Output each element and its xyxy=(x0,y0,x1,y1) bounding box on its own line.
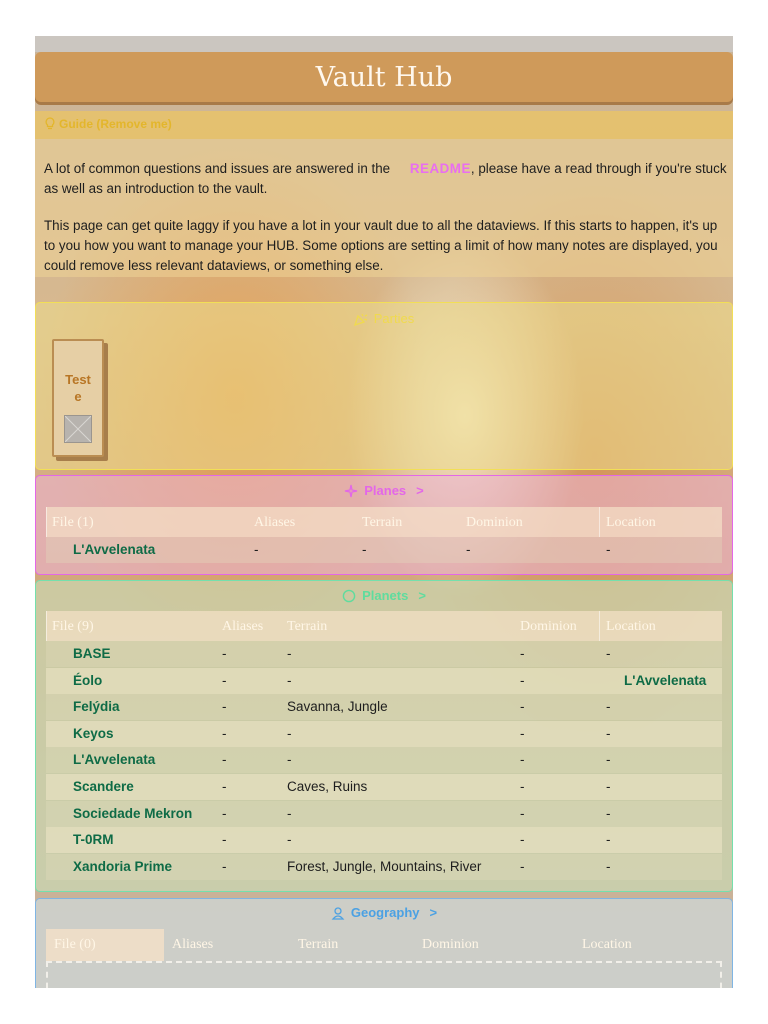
note-view xyxy=(35,36,733,988)
cell-terrain: - xyxy=(362,542,367,557)
cell-location: - xyxy=(606,646,611,661)
col-file[interactable]: File (1) xyxy=(52,515,94,530)
cell-dominion: - xyxy=(520,805,525,821)
file-link[interactable]: L'Avvelenata xyxy=(73,752,156,768)
cell-dominion: - xyxy=(520,699,525,715)
col-aliases[interactable]: Aliases xyxy=(254,515,296,530)
planets-header[interactable] xyxy=(36,588,732,603)
cell-terrain: Caves, Ruins xyxy=(287,779,368,794)
parties-header-label: Parties xyxy=(373,311,415,326)
readme-link[interactable]: README xyxy=(409,161,471,176)
cell-aliases: - xyxy=(222,779,227,794)
table-row xyxy=(46,801,722,827)
party-name: Teste xyxy=(65,372,91,404)
image-placeholder-icon xyxy=(64,415,92,443)
geography-section xyxy=(35,898,733,988)
cell-aliases: - xyxy=(222,725,227,741)
guide-paragraph-1 xyxy=(44,159,728,199)
cell-dominion: - xyxy=(520,858,525,874)
sparkles-icon xyxy=(344,484,358,498)
cell-location: - xyxy=(606,725,611,741)
parties-section xyxy=(35,302,733,470)
chevron-right-icon: > xyxy=(416,483,424,498)
guide-title[interactable] xyxy=(45,117,172,131)
table-row xyxy=(46,854,722,880)
table-row xyxy=(46,537,722,563)
cell-location: - xyxy=(606,779,611,794)
file-link[interactable]: BASE xyxy=(73,646,111,661)
file-link[interactable]: T-0RM xyxy=(73,832,114,848)
chevron-right-icon: > xyxy=(429,905,438,920)
file-link[interactable]: Scandere xyxy=(73,779,134,794)
planets-header-label: Planets xyxy=(362,588,409,603)
circle-icon xyxy=(342,589,356,603)
table-row xyxy=(46,721,722,747)
table-row xyxy=(46,668,722,694)
cell-terrain: - xyxy=(287,805,292,821)
col-file[interactable]: File (9) xyxy=(52,619,94,634)
file-link[interactable]: Keyos xyxy=(73,725,114,741)
cell-location: - xyxy=(606,832,611,848)
party-card[interactable] xyxy=(52,339,104,457)
page-title: Vault Hub xyxy=(315,61,453,93)
guide-callout-header[interactable] xyxy=(35,111,733,139)
col-terrain[interactable]: Terrain xyxy=(362,515,403,530)
cell-aliases: - xyxy=(222,699,227,715)
cell-dominion: - xyxy=(520,725,525,741)
cell-aliases: - xyxy=(222,805,227,821)
table-row xyxy=(46,774,722,800)
cell-terrain: - xyxy=(287,752,292,768)
cell-aliases: - xyxy=(222,752,227,768)
cell-terrain: - xyxy=(287,646,292,661)
planes-table xyxy=(46,507,722,569)
parties-header xyxy=(36,311,732,326)
cell-terrain: - xyxy=(287,725,292,741)
file-link[interactable]: Felýdia xyxy=(73,699,120,715)
cell-location: - xyxy=(606,858,611,874)
chevron-right-icon: > xyxy=(418,588,426,603)
planets-table-header xyxy=(46,611,722,641)
file-link[interactable]: Éolo xyxy=(73,672,103,688)
planes-table-header xyxy=(46,507,722,537)
cell-aliases: - xyxy=(222,672,227,688)
col-location[interactable]: Location xyxy=(606,515,656,530)
col-dominion[interactable]: Dominion xyxy=(520,619,577,634)
table-row xyxy=(46,641,722,667)
col-dominion[interactable]: Dominion xyxy=(422,937,479,952)
cell-aliases: - xyxy=(222,858,227,874)
col-aliases[interactable]: Aliases xyxy=(222,619,264,634)
cell-dominion: - xyxy=(520,779,525,794)
cell-location[interactable]: L'Avvelenata xyxy=(624,672,707,688)
cell-dominion: - xyxy=(520,752,525,768)
cell-aliases: - xyxy=(254,542,259,557)
cell-dominion: - xyxy=(520,672,525,688)
table-row xyxy=(46,694,722,720)
file-link[interactable]: Xandoria Prime xyxy=(73,858,173,874)
cell-terrain: - xyxy=(287,832,292,848)
col-location[interactable]: Location xyxy=(606,619,656,634)
title-banner xyxy=(35,52,733,102)
cell-dominion: - xyxy=(520,832,525,848)
col-terrain[interactable]: Terrain xyxy=(298,937,339,952)
col-dominion[interactable]: Dominion xyxy=(466,515,523,530)
cell-aliases: - xyxy=(222,646,227,661)
guide-p1-rest: , please have a read through if you're stuck as well as an introduction to the vault. xyxy=(44,161,727,196)
table-row xyxy=(46,747,722,773)
guide-p1-text: A lot of common questions and issues are answered in the xyxy=(44,161,394,176)
col-aliases[interactable]: Aliases xyxy=(172,937,214,952)
geography-table-header xyxy=(46,929,722,961)
cell-dominion: - xyxy=(520,646,525,661)
party-card-name xyxy=(54,371,102,405)
geography-header[interactable] xyxy=(36,905,732,920)
col-location[interactable]: Location xyxy=(582,937,632,952)
planes-header[interactable] xyxy=(36,483,732,498)
cell-aliases: - xyxy=(222,832,227,848)
file-link[interactable]: Sociedade Mekron xyxy=(73,805,193,821)
geography-empty-area xyxy=(46,961,722,988)
planes-section xyxy=(35,475,733,575)
lightbulb-icon xyxy=(45,117,55,130)
cell-location: - xyxy=(606,752,611,768)
cell-location: - xyxy=(606,699,611,715)
planes-header-label: Planes xyxy=(364,483,407,498)
cell-terrain: Savanna, Jungle xyxy=(287,699,388,715)
party-popper-icon xyxy=(354,312,368,326)
col-terrain[interactable]: Terrain xyxy=(287,619,328,634)
col-file[interactable]: File (0) xyxy=(54,937,96,952)
cell-location: - xyxy=(606,805,611,821)
guide-callout-body xyxy=(35,139,733,277)
table-row xyxy=(46,827,722,853)
geography-header-label: Geography xyxy=(350,905,420,920)
cell-dominion: - xyxy=(466,542,471,557)
cell-terrain: Forest, Jungle, Mountains, River xyxy=(287,858,482,874)
planets-section xyxy=(35,580,733,892)
file-link[interactable]: L'Avvelenata xyxy=(73,542,156,557)
top-strip xyxy=(35,36,733,52)
person-pin-icon xyxy=(331,906,345,920)
guide-paragraph-2: This page can get quite laggy if you have a lot in your vault due to all the dataviews. If this starts to happen, it's up to you how you want to manage your HUB. Some options are setting a limit of how many notes are displayed, you could remove less relevant dataviews, or something else. xyxy=(44,218,718,273)
cell-terrain: - xyxy=(287,672,292,688)
guide-title-text: Guide (Remove me) xyxy=(59,117,172,131)
cell-location: - xyxy=(606,542,611,557)
planets-table xyxy=(46,611,722,887)
